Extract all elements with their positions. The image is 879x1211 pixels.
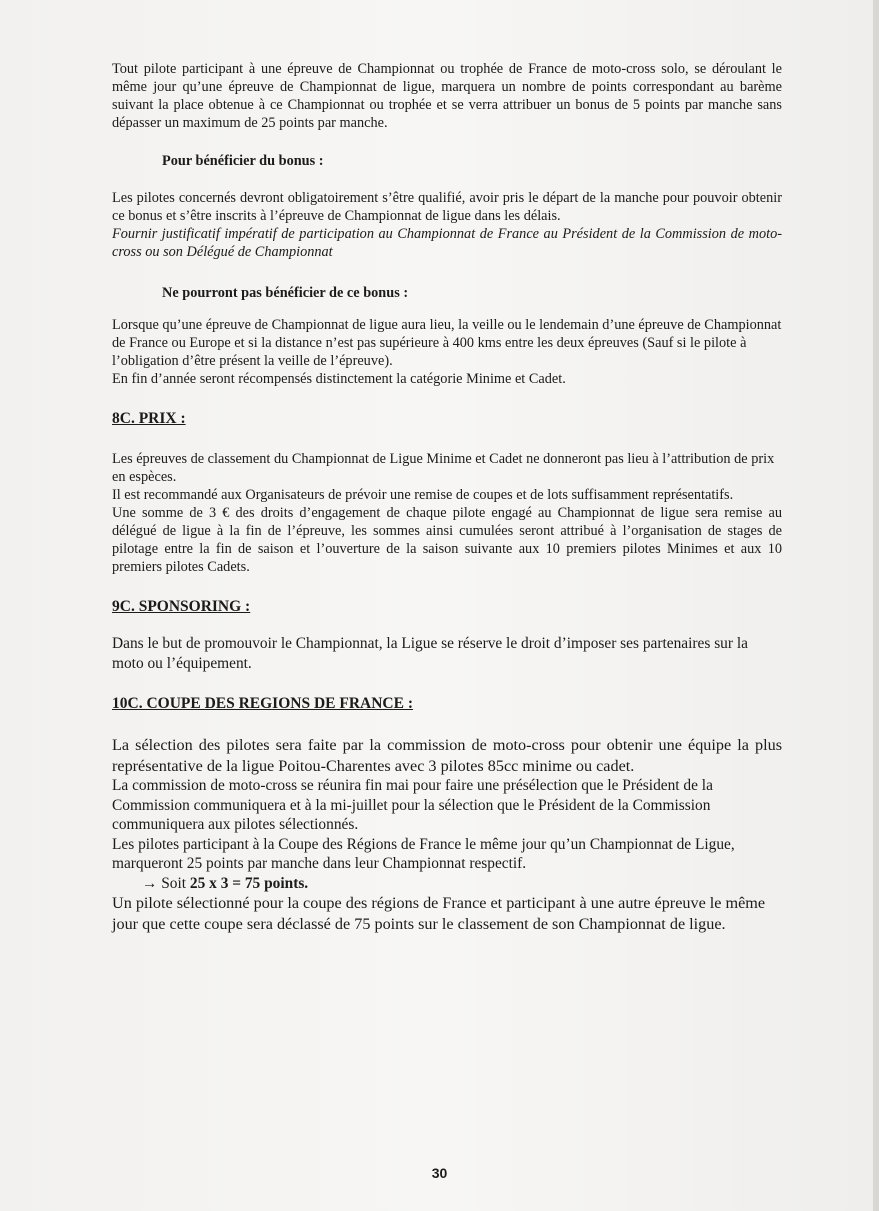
arrow-right-icon: → <box>142 874 158 892</box>
bonus-subtitle: Pour bénéficier du bonus : <box>162 153 324 169</box>
coupe-calculation: 25 x 3 = 75 points. <box>189 874 309 892</box>
nobonus-subtitle: Ne pourront pas bénéficier de ce bonus : <box>162 285 409 301</box>
coupe-calculation-line <box>142 874 782 894</box>
coupe-paragraph-1: La sélection des pilotes sera faite par la commission de moto-cross pour obtenir une équipe la plus représentative de la ligue Poitou-Charentes avec 3 pilotes 85cc minime ou cadet. <box>112 736 782 775</box>
prix-heading: 8C. PRIX : <box>112 410 186 427</box>
bonus-paragraph: Les pilotes concernés devront obligatoirement s’être qualifié, avoir pris le départ de la manche pour pouvoir obtenir ce bonus et s’être inscrits à l’épreuve de Championnat de ligue dans les délais. <box>112 190 782 224</box>
coupe-heading: 10C. COUPE DES REGIONS DE FRANCE : <box>112 695 413 712</box>
prix-paragraph-3: Une somme de 3 € des droits d’engagement de chaque pilote engagé au Championnat de ligue sera remise au délégué de ligue à la fin de l’épreuve, les sommes ainsi cumulées seront attribué à l’organisation de stages de pilotage entre la fin de saison et l’ouverture de la saison suivante aux 10 premiers pilotes Minimes et aux 10 premiers pilotes Cadets. <box>112 505 782 575</box>
nobonus-paragraph: Lorsque qu’une épreuve de Championnat de ligue aura lieu, la veille ou le lendemain d’une épreuve de Championnat de France ou Europe et si la distance n’est pas supérieure à 400 kms entre les deux épreuves (Sauf si le pilote à l’obligation d’être présent la veille de l’épreuve). <box>112 317 782 369</box>
prix-paragraph-2: Il est recommandé aux Organisateurs de prévoir une remise de coupes et de lots suffisamment représentatifs. <box>112 487 734 503</box>
document-body <box>112 60 782 934</box>
coupe-paragraph-2: La commission de moto-cross se réunira fin mai pour faire une présélection que le Président de la Commission communiquera et à la mi-juillet pour la sélection que le Président de la Commission communiquera aux pilotes sélectionnés. <box>112 777 713 833</box>
sponsoring-paragraph: Dans le but de promouvoir le Championnat, la Ligue se réserve le droit d’imposer ses partenaires sur la moto ou l’équipement. <box>112 635 748 672</box>
coupe-paragraph-3: Les pilotes participant à la Coupe des Régions de France le même jour qu’un Championnat de Ligue, marqueront 25 points par manche dans leur Championnat respectif. <box>112 835 735 872</box>
coupe-soit-label: Soit <box>161 874 187 892</box>
sponsoring-heading: 9C. SPONSORING : <box>112 598 251 615</box>
intro-paragraph: Tout pilote participant à une épreuve de Championnat ou trophée de France de moto-cross solo, se déroulant le même jour qu’une épreuve de Championnat de ligue, marquera un nombre de points correspondant au barème suivant la place obtenue à ce Championnat ou trophée et se verra attribuer un bonus de 5 points par manche sans dépasser un maximum de 25 points par manche. <box>112 61 782 131</box>
page-edge-shadow <box>873 0 879 1211</box>
prix-paragraph-1: Les épreuves de classement du Championnat de Ligue Minime et Cadet ne donneront pas lieu à l’attribution de prix en espèces. <box>112 451 775 485</box>
bonus-italic-note: Fournir justificatif impératif de participation au Championnat de France au Président de la Commission de moto-cross ou son Délégué de Championnat <box>112 226 782 260</box>
page-number: 30 <box>431 1165 448 1181</box>
nobonus-note: En fin d’année seront récompensés distinctement la catégorie Minime et Cadet. <box>112 371 566 387</box>
coupe-paragraph-4: Un pilote sélectionné pour la coupe des régions de France et participant à une autre épreuve le même jour que cette coupe sera déclassé de 75 points sur le classement de son Championnat de ligue. <box>112 894 766 933</box>
